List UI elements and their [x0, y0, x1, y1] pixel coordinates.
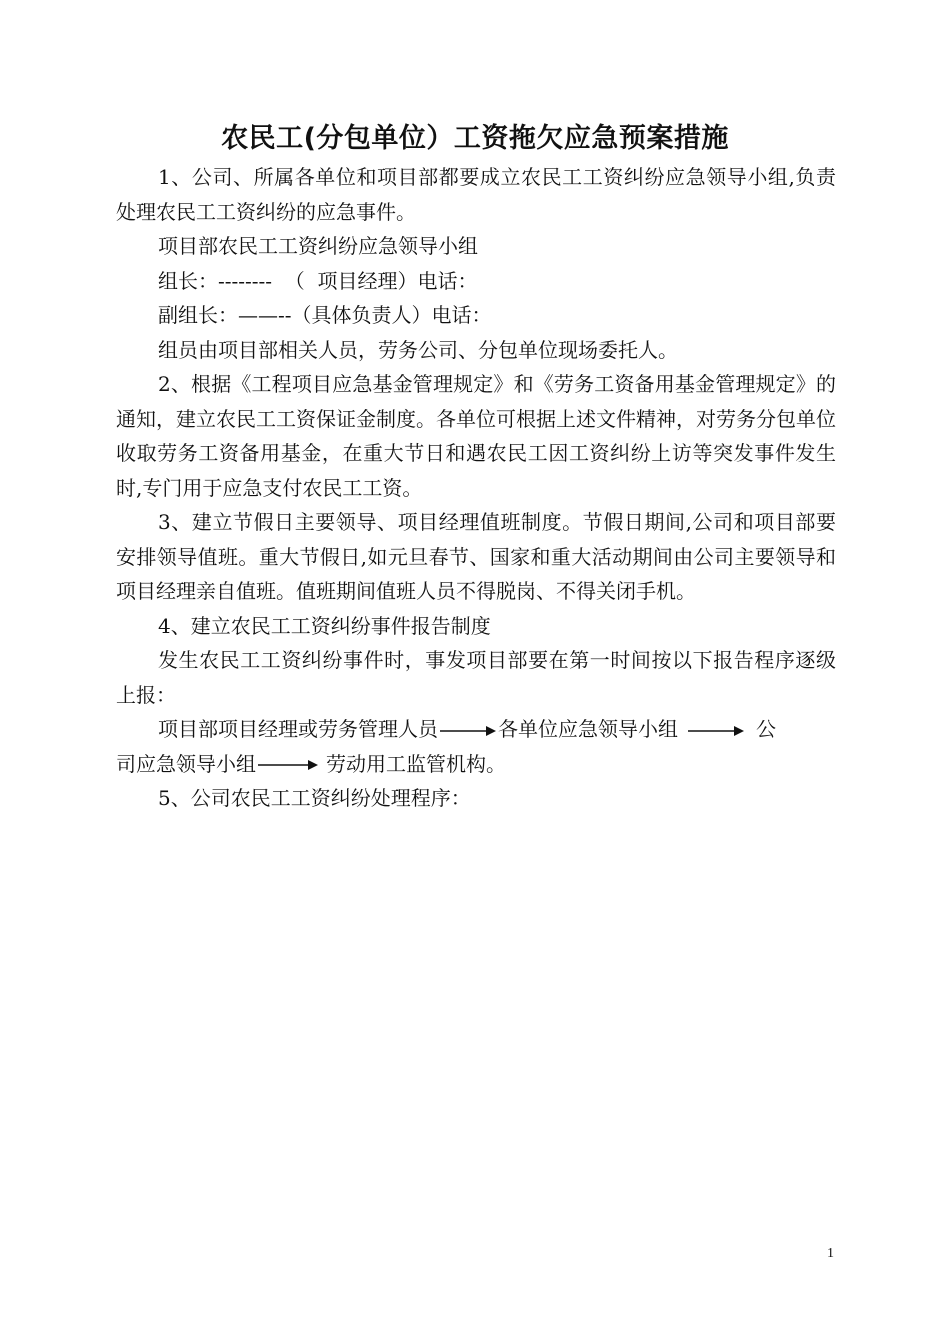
- paragraph-members: 组员由项目部相关人员，劳务公司、分包单位现场委托人。: [158, 337, 678, 362]
- arrow-right-icon: [688, 724, 744, 738]
- paragraph-deputy-leader: 副组长：——--（具体负责人）电话：: [158, 303, 492, 327]
- document-body: [116, 160, 836, 816]
- report-flow: [116, 712, 836, 781]
- paragraph-5: 5、公司农民工工资纠纷处理程序：: [158, 786, 471, 810]
- paragraph-4: 4、建立农民工工资纠纷事件报告制度: [158, 613, 491, 638]
- document-title: 农民工(分包单位）工资拖欠应急预案措施: [221, 123, 729, 154]
- flow-step-3-part-1: 公: [756, 717, 776, 741]
- paragraph-group-heading: 项目部农民工工资纠纷应急领导小组: [158, 234, 478, 258]
- flow-step-3-part-2: 司应急领导小组: [116, 751, 256, 776]
- paragraph-2: 2、根据《工程项目应急基金管理规定》和《劳务工资备用基金管理规定》的通知，建立农民工工资保证金制度。各单位可根据上述文件精神，对劳务分包单位收取劳务工资备用基金，在重大节日和遇农民工因工资纠纷上访等突发事件发生时,专门用于应急支付农民工工资。: [116, 372, 836, 500]
- report-flow-line-2: [116, 747, 836, 782]
- report-flow-line-1: [116, 712, 836, 747]
- paragraph-1: 1、公司、所属各单位和项目部都要成立农民工工资纠纷应急领导小组,负责处理农民工工资纠纷的应急事件。: [116, 165, 836, 224]
- page-number: 1: [827, 1246, 834, 1261]
- flow-step-1: 项目部项目经理或劳务管理人员: [158, 717, 438, 741]
- arrow-right-icon: [258, 758, 318, 772]
- paragraph-3: 3、建立节假日主要领导、项目经理值班制度。节假日期间,公司和项目部要安排领导值班。重大节假日,如元旦春节、国家和重大活动期间由公司主要领导和项目经理亲自值班。值班期间值班人员不得脱岗、不得关闭手机。: [116, 510, 836, 603]
- flow-step-2: 各单位应急领导小组: [498, 717, 678, 741]
- flow-step-4: 劳动用工监管机构。: [326, 751, 506, 776]
- arrow-right-icon: [440, 724, 496, 738]
- paragraph-group-leader: 组长：-------- （ 项目经理）电话：: [158, 268, 478, 293]
- paragraph-report-intro: 发生农民工工资纠纷事件时，事发项目部要在第一时间按以下报告程序逐级上报：: [116, 648, 836, 707]
